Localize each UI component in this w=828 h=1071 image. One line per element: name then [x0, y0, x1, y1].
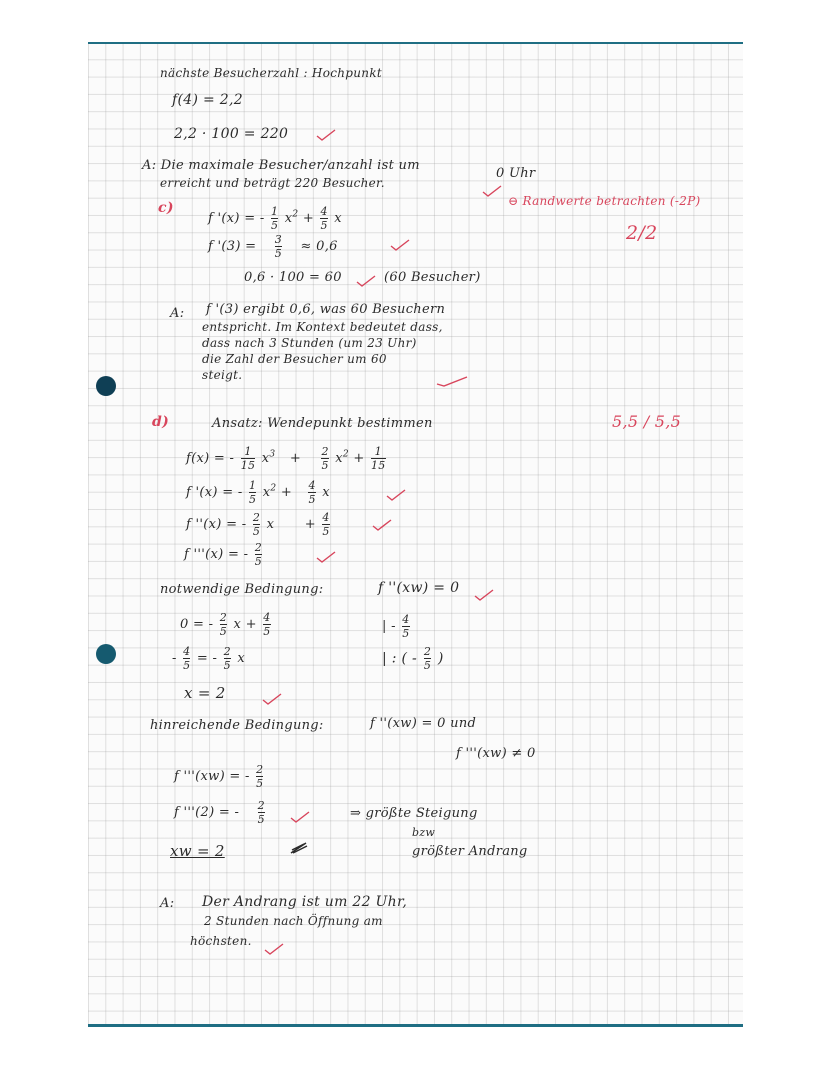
score: 5,5 / 5,5 [612, 412, 682, 431]
part-label: d) [152, 414, 170, 430]
fraction [183, 646, 190, 671]
den: 5 [183, 659, 191, 672]
num: 1 [244, 445, 252, 458]
text-line: f '(3) ergibt 0,6, was 60 Besuchern [206, 302, 446, 317]
checkmark-icon [436, 372, 468, 384]
exponent: 2 [270, 483, 277, 494]
num: 1 [374, 445, 382, 458]
score: 2/2 [626, 222, 658, 244]
text-line: f '''(xw) ≠ 0 [456, 746, 536, 761]
fraction [253, 512, 260, 537]
den: 5 [254, 555, 263, 568]
text-line: x = 2 [184, 684, 226, 702]
fraction [249, 480, 256, 505]
text: 0 = - [180, 617, 214, 632]
text: + [289, 451, 302, 466]
den: 5 [256, 777, 264, 790]
text: f ''(x) = - [186, 517, 247, 532]
fraction [263, 612, 270, 637]
text-line: 0,6 · 100 = 60 [244, 270, 342, 285]
fraction [241, 446, 256, 471]
text: = - [196, 651, 218, 666]
exponent: 2 [292, 209, 299, 220]
text-line: bzw [412, 826, 436, 839]
text: f '''(x) = - [184, 547, 249, 562]
num: 4 [263, 611, 271, 624]
text-line: Der Andrang ist um 22 Uhr, [202, 894, 408, 910]
num: 3 [274, 233, 283, 246]
num: 1 [270, 205, 279, 218]
text-line: f ''(xw) = 0 [378, 580, 460, 596]
text: f '''(2) = - [174, 805, 240, 820]
formula [382, 614, 412, 639]
text-line: Ansatz: Wendepunkt bestimmen [212, 416, 433, 431]
num: 2 [219, 611, 228, 624]
text: x [322, 485, 330, 500]
formula [382, 646, 444, 671]
fraction [371, 446, 386, 471]
answer-label: A: [170, 306, 185, 321]
text: f '''(xw) = - [174, 769, 250, 784]
checkmark-icon [356, 272, 376, 284]
formula [180, 612, 273, 637]
text-line: 0 Uhr [496, 166, 536, 181]
den: 5 [321, 459, 329, 472]
exponent: 3 [269, 449, 276, 460]
text-line: ⇒ größte Steigung [350, 806, 478, 821]
den: 5 [402, 627, 410, 640]
text: x [261, 451, 270, 466]
text: + [280, 485, 293, 500]
bottom-margin-line [88, 1024, 743, 1027]
den: 5 [320, 219, 328, 232]
correction-note: ⊖ Randwerte betrachten (-2P) [508, 194, 701, 208]
checkmark-icon [290, 808, 310, 820]
num: 1 [248, 479, 257, 492]
checkmark-icon [262, 690, 282, 702]
text: | - [382, 619, 396, 634]
fraction [308, 480, 315, 505]
text: x + [233, 617, 257, 632]
text-line: 2 Stunden nach Öffnung am [204, 914, 383, 928]
den: 15 [240, 459, 256, 472]
text-line: dass nach 3 Stunden (um 23 Uhr) [202, 336, 417, 350]
text-line: 2,2 · 100 = 220 [174, 126, 289, 142]
text-line: entspricht. Im Kontext bedeutet dass, [202, 320, 443, 334]
den: 5 [252, 525, 261, 538]
den: 5 [219, 625, 228, 638]
scribble-icon [290, 840, 308, 854]
text: x [262, 485, 271, 500]
fraction [320, 206, 327, 231]
den: 5 [274, 247, 283, 260]
text: + [302, 211, 315, 226]
checkmark-icon [264, 940, 284, 952]
text-line: nächste Besucherzahl : Hochpunkt [160, 66, 383, 80]
formula [184, 542, 264, 567]
text-line: steigt. [202, 368, 243, 382]
formula [186, 446, 388, 471]
checkmark-icon [474, 586, 494, 598]
den: 5 [322, 525, 330, 538]
den: 5 [270, 219, 279, 232]
text-line: f ''(xw) = 0 und [370, 716, 477, 731]
top-margin-line [88, 42, 743, 44]
text: f '(x) = - [208, 211, 265, 226]
text: x [284, 211, 293, 226]
text: f(x) = - [186, 451, 235, 466]
text: - [172, 651, 177, 666]
den: 5 [257, 813, 265, 826]
formula [174, 764, 265, 789]
exponent: 2 [342, 449, 349, 460]
num: 2 [223, 645, 231, 658]
den: 5 [308, 493, 316, 506]
fraction [402, 614, 409, 639]
num: 2 [423, 645, 432, 658]
checkmark-icon [482, 182, 502, 194]
fraction [220, 612, 227, 637]
formula [208, 234, 338, 259]
den: 5 [223, 659, 231, 672]
text: + [304, 517, 316, 532]
punch-hole-bottom [96, 644, 116, 664]
num: 2 [257, 799, 265, 812]
text-line: xw = 2 [170, 842, 225, 860]
num: 4 [308, 479, 316, 492]
formula [186, 512, 332, 537]
text: ≈ 0,6 [300, 239, 338, 254]
text-line: A: Die maximale Besucher/anzahl ist um [142, 158, 420, 173]
text: x [237, 651, 246, 666]
den: 5 [423, 659, 432, 672]
fraction [258, 800, 265, 825]
formula [174, 800, 267, 825]
num: 2 [256, 763, 264, 776]
text-line: höchsten. [190, 934, 252, 948]
fraction [271, 206, 278, 231]
checkmark-icon [386, 486, 406, 498]
text: f '(3) = [208, 239, 257, 254]
checkmark-icon [390, 236, 410, 248]
part-label: c) [158, 200, 174, 216]
checkmark-icon [316, 126, 336, 138]
text: f '(x) = - [186, 485, 243, 500]
fraction [424, 646, 431, 671]
formula [208, 206, 342, 231]
checkmark-icon [316, 548, 336, 560]
num: 2 [321, 445, 329, 458]
text: + [353, 451, 365, 466]
den: 5 [263, 625, 271, 638]
text-line: erreicht und beträgt 220 Besucher. [160, 176, 385, 190]
fraction [275, 234, 282, 259]
text-line: (60 Besucher) [384, 270, 481, 285]
fraction [322, 512, 329, 537]
fraction [224, 646, 231, 671]
den: 5 [248, 493, 257, 506]
num: 4 [183, 645, 191, 658]
punch-hole-top [96, 376, 116, 396]
num: 4 [320, 205, 328, 218]
answer-label: A: [160, 896, 175, 911]
text-line: hinreichende Bedingung: [150, 718, 324, 733]
text: ) [437, 650, 444, 667]
checkmark-icon [372, 516, 392, 528]
formula [172, 646, 245, 671]
text: x [335, 451, 343, 466]
text: | : ( - [382, 650, 418, 667]
den: 15 [370, 459, 386, 472]
text: x [266, 517, 275, 532]
num: 4 [322, 511, 330, 524]
num: 2 [252, 511, 261, 524]
fraction [255, 542, 262, 567]
num: 4 [402, 613, 410, 626]
text-line: notwendige Bedingung: [160, 582, 324, 597]
text-line: größter Andrang [412, 844, 528, 859]
text: x [334, 211, 342, 226]
num: 2 [254, 541, 263, 554]
fraction [321, 446, 328, 471]
fraction [256, 764, 263, 789]
text-line: die Zahl der Besucher um 60 [202, 352, 387, 366]
formula [186, 480, 330, 505]
text-line: f(4) = 2,2 [172, 92, 243, 108]
